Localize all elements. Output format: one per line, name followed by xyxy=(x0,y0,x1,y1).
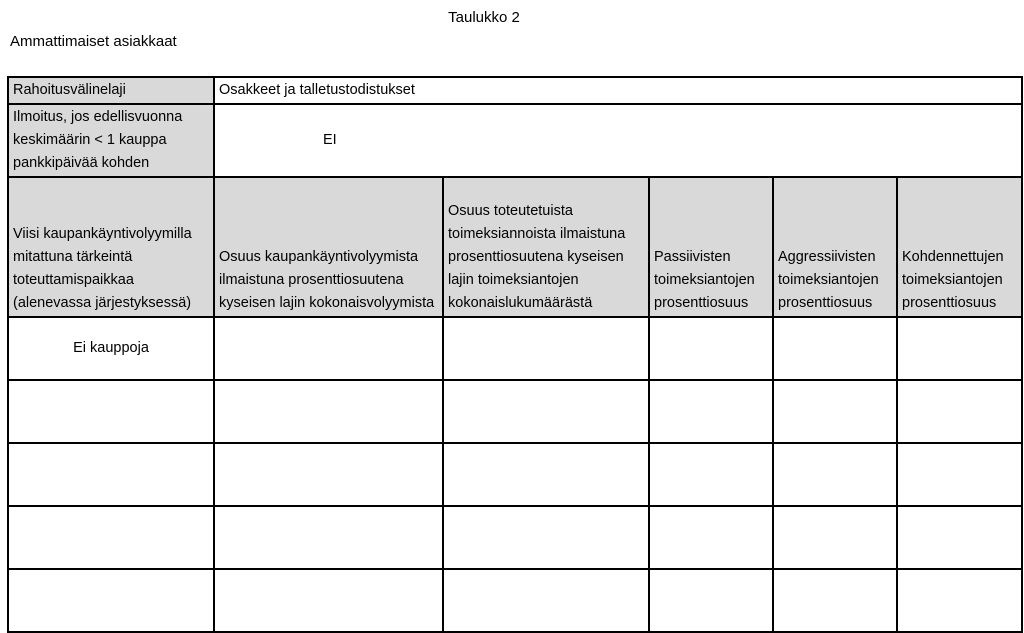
table-cell xyxy=(897,569,1022,632)
table-cell xyxy=(649,380,773,443)
table-row xyxy=(8,380,1022,443)
table-cell xyxy=(897,443,1022,506)
table-cell xyxy=(8,506,214,569)
table-cell xyxy=(214,569,443,632)
table-cell xyxy=(773,506,897,569)
table-cell xyxy=(8,380,214,443)
table-cell xyxy=(214,380,443,443)
table-cell xyxy=(897,380,1022,443)
table-cell xyxy=(443,569,649,632)
notice-row xyxy=(8,104,1022,177)
table-cell xyxy=(897,317,1022,380)
table-cell xyxy=(214,317,443,380)
notice-value: EI xyxy=(323,132,337,148)
table-cell xyxy=(443,443,649,506)
table-cell xyxy=(649,569,773,632)
table-cell: Ei kauppoja xyxy=(8,317,214,380)
instrument-value: Osakkeet ja talletustodistukset xyxy=(214,77,1022,104)
notice-value-cell xyxy=(214,104,1022,177)
header-volume-share: Osuus kaupankäyntivolyymista ilmaistuna prosenttiosuutena kyseisen lajin kokonaisvolyymista xyxy=(214,177,443,317)
page-title: Taulukko 2 xyxy=(448,9,520,26)
table-cell xyxy=(649,506,773,569)
table-row xyxy=(8,569,1022,632)
header-passive: Passiivisten toimeksiantojen prosenttiosuus xyxy=(649,177,773,317)
table-cell xyxy=(773,443,897,506)
table-cell xyxy=(443,380,649,443)
header-orders-share: Osuus toteutetuista toimeksiannoista ilmaistuna prosenttiosuutena kyseisen lajin toimeksiantojen kokonaislukumäärästä xyxy=(443,177,649,317)
table-cell xyxy=(214,443,443,506)
table-cell xyxy=(443,317,649,380)
table-cell xyxy=(773,317,897,380)
instrument-label: Rahoitusvälinelaji xyxy=(8,77,214,104)
table-cell xyxy=(773,380,897,443)
table-row xyxy=(8,443,1022,506)
header-row xyxy=(8,177,1022,317)
table-cell xyxy=(443,506,649,569)
table-cell xyxy=(8,569,214,632)
header-aggressive: Aggressiivisten toimeksiantojen prosenttiosuus xyxy=(773,177,897,317)
notice-label: Ilmoitus, jos edellisvuonna keskimäärin < 1 kauppa pankkipäivää kohden xyxy=(8,104,214,177)
instrument-row xyxy=(8,77,1022,104)
header-directed: Kohdennettujen toimeksiantojen prosenttiosuus xyxy=(897,177,1022,317)
page-subtitle: Ammattimaiset asiakkaat xyxy=(10,33,177,50)
table-cell xyxy=(649,317,773,380)
table-cell xyxy=(773,569,897,632)
table-cell xyxy=(897,506,1022,569)
table-row xyxy=(8,506,1022,569)
table-cell xyxy=(214,506,443,569)
header-venue: Viisi kaupankäyntivolyymilla mitattuna tärkeintä toteuttamispaikkaa (alenevassa järjestyksessä) xyxy=(8,177,214,317)
table-cell xyxy=(8,443,214,506)
table-cell xyxy=(649,443,773,506)
table-row xyxy=(8,317,1022,380)
best-execution-table xyxy=(7,76,1023,633)
